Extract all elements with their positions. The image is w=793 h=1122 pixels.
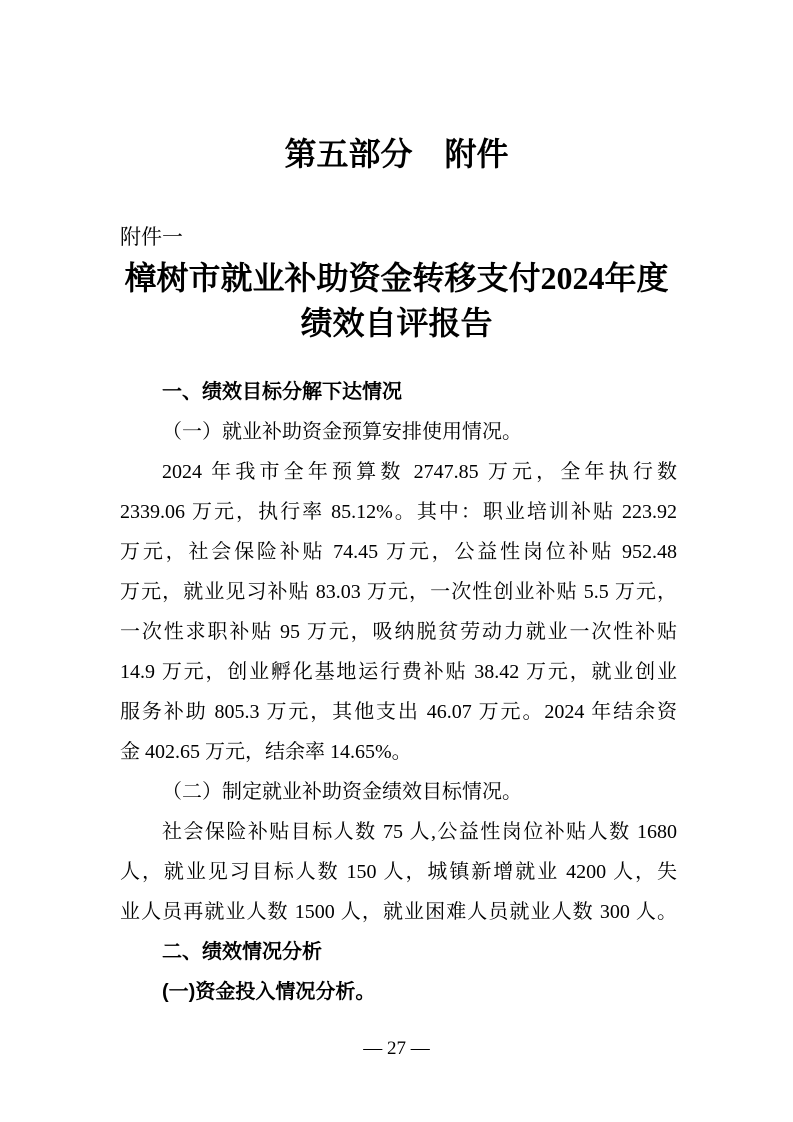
report-title xyxy=(0,256,793,346)
attachment-label: 附件一 xyxy=(120,225,183,249)
part-title: 第五部分 附件 xyxy=(284,136,509,172)
body-text-line: 14.9 万元，创业孵化基地运行费补贴 38.42 万元，就业创业 xyxy=(120,661,677,683)
page-number: — 27 — xyxy=(363,1038,430,1059)
page-footer xyxy=(0,1036,793,1062)
body-text-line: 金 402.65 万元，结余率 14.65%。 xyxy=(120,741,412,763)
report-title-line-2: 绩效自评报告 xyxy=(300,305,493,341)
body-text-line: 2339.06 万元，执行率 85.12%。其中：职业培训补贴 223.92 xyxy=(120,501,677,523)
report-title-line-1: 樟树市就业补助资金转移支付2024年度 xyxy=(124,260,669,296)
section-heading-line: (一)资金投入情况分析。 xyxy=(162,981,376,1003)
body-text-line: 万元，就业见习补贴 83.03 万元，一次性创业补贴 5.5 万元， xyxy=(120,581,677,603)
body-text-line: 社会保险补贴目标人数 75 人,公益性岗位补贴人数 1680 xyxy=(162,821,677,843)
body-text-line: 万元，社会保险补贴 74.45 万元，公益性岗位补贴 952.48 xyxy=(120,541,677,563)
body-text-line: 服务补助 805.3 万元，其他支出 46.07 万元。2024 年结余资 xyxy=(120,701,677,723)
body-text-line: 2024 年我市全年预算数 2747.85 万元，全年执行数 xyxy=(162,461,677,483)
body-text-line: 一次性求职补贴 95 万元，吸纳脱贫劳动力就业一次性补贴 xyxy=(120,621,677,643)
body-text-line: 业人员再就业人数 1500 人，就业困难人员就业人数 300 人。 xyxy=(120,901,677,923)
body-text-line: （一）就业补助资金预算安排使用情况。 xyxy=(162,421,522,443)
section-heading-line: 一、绩效目标分解下达情况 xyxy=(162,381,402,403)
body-text-line: 人，就业见习目标人数 150 人，城镇新增就业 4200 人，失 xyxy=(120,861,677,883)
body-text-line: （二）制定就业补助资金绩效目标情况。 xyxy=(162,781,522,803)
report-body xyxy=(120,372,677,1012)
section-heading-line: 二、绩效情况分析 xyxy=(162,941,322,963)
